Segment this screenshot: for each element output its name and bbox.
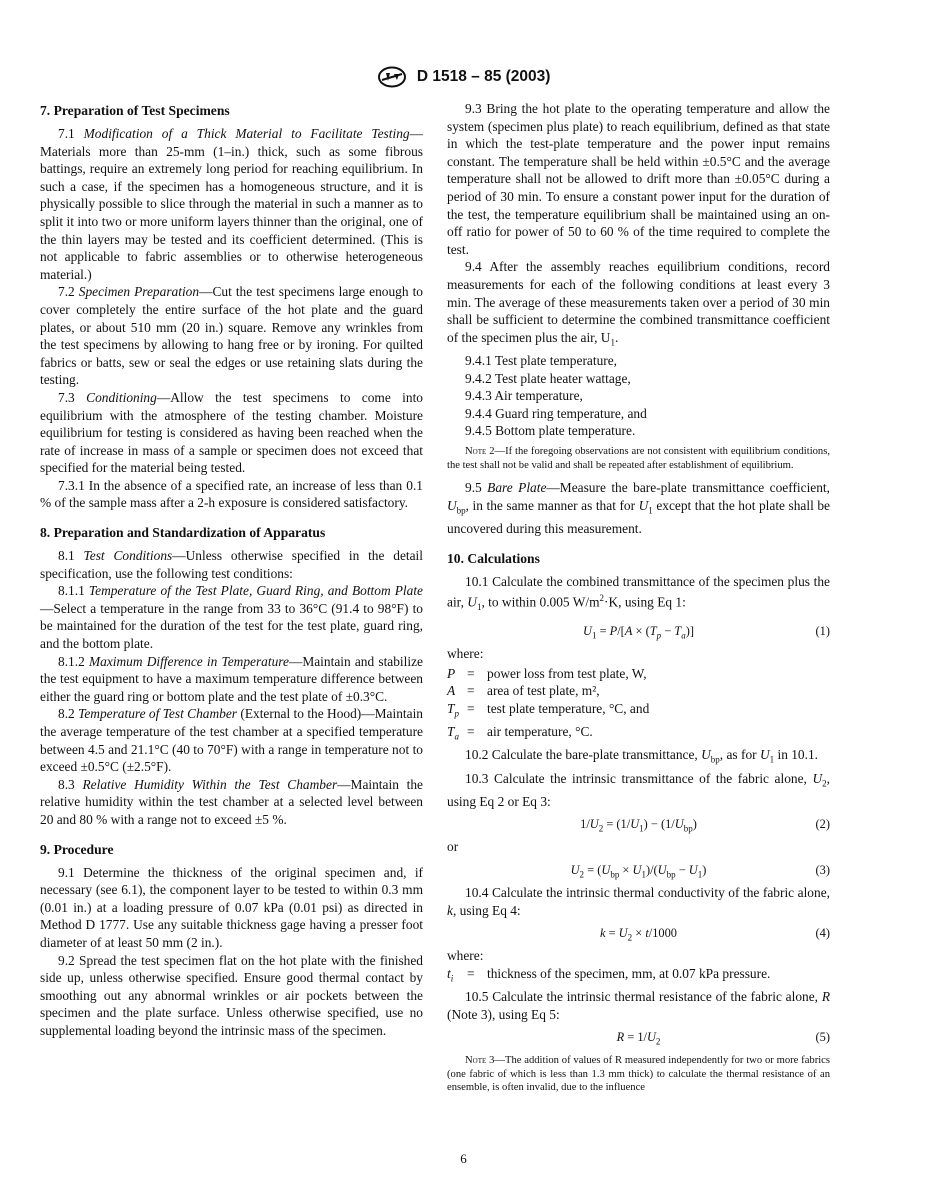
list-item: 9.4.2 Test plate heater wattage, [465,370,631,386]
paragraph-7-3-1: 7.3.1 In the absence of a specified rate, an increase of less than 0.1 % of the sample mass after a 2-h exposure is considered satisfactory. [40,477,423,511]
paragraph-9-4: 9.4 After the assembly reaches equilibrium conditions, record measurements for each of the following conditions at least every 3 min. The average of these measurements taken over a period of 30 min shall be sufficient to determine the combined transmittance coefficient of the specimen plus the air, $U_1$. [447,259,830,348]
paragraph-10-3: 10.3 Calculate the intrinsic transmittance of the fabric alone, $U_2$, using Eq 2 or Eq 3: [447,770,830,809]
measurement-list [447,352,830,440]
section-8-heading: 8. Preparation and Standardization of Apparatus [40,525,326,541]
paragraph-9-1: 9.1 Determine the thickness of the original specimen and, if necessary (see 6.1), the component layer to be tested to within 0.3 mm (0.01 in.) at a loading pressure of 0.07 kPa (0.01 psi) as directed in Method D 1777. Use any suitable thickness gage having a presser foot diameter of at least 50 mm (2 in.). [40,864,423,950]
section-7-heading: 7. Preparation of Test Specimens [40,103,230,118]
section-9-heading: 9. Procedure [40,841,114,857]
paragraph-9-2: 9.2 Spread the test specimen flat on the hot plate with the finished side up, unless otherwise specified. Ensure good thermal contact by smoothing out any abnormal wrinkles or air pockets between the specimen and the plate surface. Unless otherwise specified, use no supplemental loading beyond the intrinsic mass of the specimen. [40,952,423,1038]
equation-4: $k = U_2 \times t/1000$ (4) [599,926,830,943]
note-2: Note 2—If the foregoing observations are not consistent with equilibrium conditions, the test shall not be valid and shall be repeated after establishment of equilibrium. [447,445,830,471]
left-column [40,100,423,1040]
paragraph-8-3: 8.3 Relative Humidity Within the Test Chamber—Maintain the relative humidity within the test chamber at a selected level between 20 and 80 % with a range not to exceed ±5 %. [40,776,423,827]
equation-1: $U_1 = P/[A \times (T_p - T_a)]$ (1) [583,623,830,641]
where-label-2: where: [447,948,484,964]
paragraph-7-2: 7.2 Specimen Preparation—Cut the test specimens large enough to cover completely the entire surface of the hot plate and the guard plates, or about 510 mm (20 in.) square. Remove any wrinkles from the test specimens by allowing to hang free or by ironing. For quilted fabrics or batts, sew or seal the edges or use retaining slats during the testing. [40,284,423,388]
paragraph-10-1: 10.1 Calculate the combined transmittance of the specimen plus the air, $U_1$, to within 0.005 $W/m^2\cdot K$, using Eq 1: [447,573,830,613]
definition-row: $T_p$ = test plate temperature, °C, and [447,700,650,719]
equation-3: $U_2 = (U_{bp} \times U_1)/(U_{bp} - U_1)$ (3) [570,862,830,880]
paragraph-10-4: 10.4 Calculate the intrinsic thermal conductivity of the fabric alone, k, using Eq 4: [447,884,830,918]
definitions-list [447,665,830,747]
definition-row: $t_i$ = thickness of the specimen, mm, at 0.07 kPa pressure. [447,965,771,984]
astm-logo-icon [377,66,407,88]
right-column [447,100,830,1102]
equation-2: $1/U_2 = (1/U_1) - (1/U_{bp})$ (2) [580,817,830,834]
paragraph-8-1-1: 8.1.1 Temperature of the Test Plate, Guard Ring, and Bottom Plate—Select a temperature in the range from 33 to 36°C (91.4 to 98°F) to be maintained for the duration of the test for the test plate, guard ring, and the bottom plate. [40,583,423,652]
section-10-heading: 10. Calculations [447,550,540,566]
list-item: 9.4.3 Air temperature, [465,388,583,404]
definition-row: P = power loss from test plate, W, [447,665,647,681]
paragraph-10-2: 10.2 Calculate the bare-plate transmittance, $U_{bp}$, as for $U_1$ in 10.1. [465,747,819,765]
paragraph-7-3: 7.3 Conditioning—Allow the test specimens to come into equilibrium with the atmosphere of the testing chamber. Moisture equilibrium for testing is considered as having been reached when the rate of increase in mass of a sample or specimen does not exceed that specified for the material being tested. [40,389,424,476]
list-item: 9.4.1 Test plate temperature, [465,352,618,368]
or-label: or [447,839,459,855]
equation-5: $R = 1/U_2$ (5) [616,1030,830,1047]
paragraph-9-3: 9.3 Bring the hot plate to the operating temperature and allow the system (specimen plus plate) to reach equilibrium, defined as that state in which the test-plate temperature and the power input remains constant. The temperature shall be held within ±0.5°C and the average temperature shall not be allowed to drift more than ±0.05°C during a period of 30 min. To ensure a constant power input for the duration of the test, the temperature equilibrium shall be maintained using an on-off ratio for power of 50 to 60 % of the time required to complete the test. [447,101,830,257]
paragraph-8-1-2: 8.1.2 Maximum Difference in Temperature—Maintain and stabilize the test equipment to have a maximum temperature difference between either the guard ring or bottom plate and the test plate of ±0.3°C. [40,653,423,704]
paragraph-8-2: 8.2 Temperature of Test Chamber (External to the Hood)—Maintain the average temperature of the test chamber at a specified temperature between 4.5 and 21.1°C (40 to 70°F) with a range in temperature not to exceed ±0.5°C (±2.5°F). [40,706,423,775]
list-item: 9.4.4 Guard ring temperature, and [465,405,647,421]
definition-row: $T_a$ = air temperature, °C. [447,723,593,742]
paragraph-7-1: 7.1 Modification of a Thick Material to Facilitate Testing—Materials more than 25-mm (1–in.) thick, such as some fibrous battings, require an extremely long period for reaching equilibrium. In such a case, if the specimen has a homogeneous structure, and it is physically possible to slice through the material in such a manner as to split it into two or more uniform layers thinner than the original, one of the thin layers may be tested and its coefficient determined. (This is not applicable to fabric assemblies or to otherwise heterogeneous material.) [40,126,423,282]
list-item: 9.4.5 Bottom plate temperature. [465,423,636,439]
note-3: Note 3—The addition of values of R measured independently for two or more fabrics (one fabric of which is less than 1.3 mm thick) to calculate the thermal resistance of an ensemble, is often invalid, due to the influence [447,1055,830,1094]
paragraph-9-5: 9.5 Bare Plate—Measure the bare-plate transmittance coefficient, $U_{bp}$, in the same manner as that for $U_1$ except that the hot plate shall be uncovered during this measurement. [447,480,830,536]
paragraph-8-1: 8.1 Test Conditions—Unless otherwise specified in the detail specification, use the following test conditions: [40,548,423,581]
standard-designation: D 1518 – 85 (2003) [416,68,551,86]
page-header [0,66,927,88]
page-number: 6 [460,1151,467,1166]
where-label-1: where: [447,645,484,661]
paragraph-10-5: 10.5 Calculate the intrinsic thermal resistance of the fabric alone, R (Note 3), using Eq 5: [447,989,830,1022]
definition-row: A = area of test plate, m², [447,683,600,699]
